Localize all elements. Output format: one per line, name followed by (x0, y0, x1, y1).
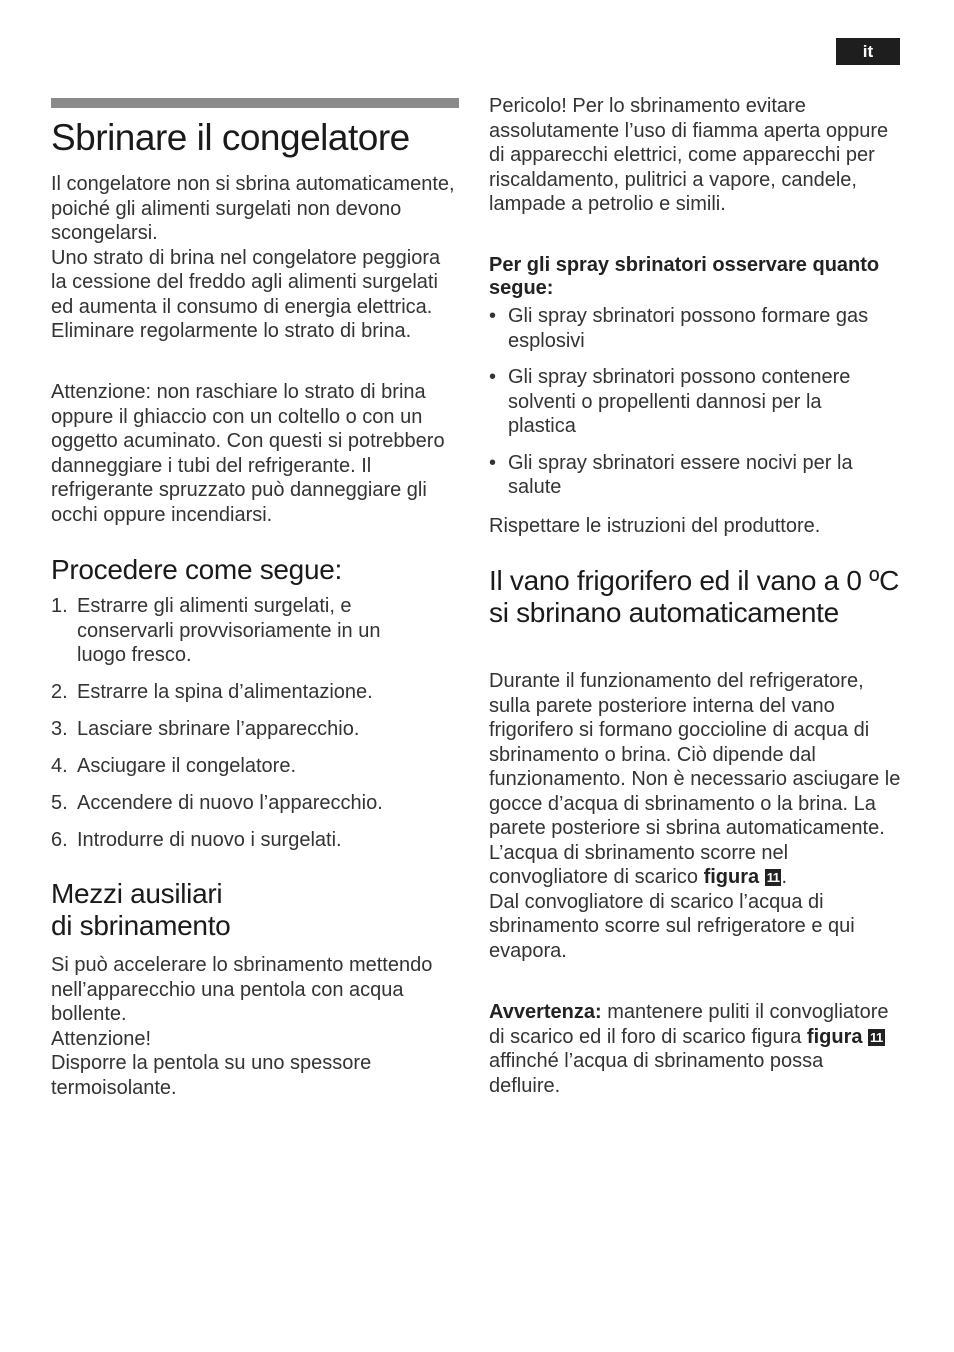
bullet-icon: • (489, 451, 497, 474)
drain-text-end: . (781, 866, 787, 888)
auto-defrost-section (489, 565, 899, 628)
aids-heading (51, 878, 461, 942)
step-number: 4. (51, 755, 68, 777)
danger-paragraph: Pericolo! Per lo sbrinamento evitare assolutamente l’uso di fiamma aperta oppure di apparecchi elettrici, come apparecchi per riscaldamento, pulitrici a vapore, candele, lampade a petrolio e simili. (489, 95, 889, 215)
auto-defrost-paragraph-3: Dal convogliatore di scarico l’acqua di sbrinamento scorre sul refrigeratore e qui evapora. (489, 890, 855, 962)
intro-paragraph-2: Uno strato di brina nel congelatore peggiora la cessione del freddo agli alimenti surgelati ed aumenta il consumo di energia elettrica. (51, 246, 441, 318)
spray-bullet-item (489, 304, 889, 353)
aids-text (51, 953, 451, 1100)
spray-heading: Per gli spray sbrinatori osservare quanto segue: (489, 254, 880, 299)
auto-defrost-text (489, 669, 901, 963)
step-text: Asciugare il congelatore. (77, 755, 297, 777)
bullet-text: Gli spray sbrinatori essere nocivi per la salute (508, 451, 853, 498)
bullet-text: Gli spray sbrinatori possono contenere solventi o propellenti dannosi per la plastica (508, 366, 851, 437)
auto-defrost-paragraph-1: Durante il funzionamento del refrigeratore, sulla parete posteriore interna del vano frigorifero si formano goccioline di acqua di sbrinamento o brina. Ciò dipende dal funzionamento. Non è necessario asciugare le gocce d’acqua di sbrinamento o la brina. La parete posteriore si sbrina automaticamente. (489, 670, 901, 839)
step-number: 3. (51, 718, 68, 740)
figure-reference-2[interactable]: figura (806, 1025, 863, 1048)
notice-label: Avvertenza: (489, 1001, 602, 1023)
procedure-step (51, 828, 411, 853)
bullet-text: Gli spray sbrinatori possono formare gas esplosivi (508, 305, 869, 352)
spray-bullets (489, 304, 889, 512)
page-title: Sbrinare il congelatore (51, 117, 410, 158)
figure-number-icon: 11 (766, 870, 780, 885)
step-text: Estrarre gli alimenti surgelati, e conservarli provvisoriamente in un luogo fresco. (77, 595, 381, 666)
step-number: 2. (51, 681, 68, 703)
procedure-step (51, 791, 411, 816)
intro-paragraph-1: Il congelatore non si sbrina automaticamente, poiché gli alimenti surgelati non devono scongelarsi. (51, 173, 455, 244)
section-rule (51, 98, 459, 108)
drain-text: L’acqua di sbrinamento scorre nel convogliatore di scarico (489, 841, 789, 888)
step-text: Introdurre di nuovo i surgelati. (77, 829, 342, 851)
aids-heading-line-1: Mezzi ausiliari (51, 878, 223, 909)
notice-text-end: affinché l’acqua di sbrinamento possa defluire. (489, 1050, 824, 1097)
notice-paragraph (489, 1000, 889, 1098)
aids-section (51, 878, 461, 942)
bullet-icon: • (489, 305, 497, 327)
figure-reference[interactable]: figura (703, 866, 760, 888)
spray-section (489, 254, 889, 300)
procedure-step (51, 680, 411, 705)
bullet-icon: • (489, 366, 497, 388)
step-number: 1. (51, 595, 68, 617)
step-number: 5. (51, 792, 68, 814)
procedure-steps (51, 594, 411, 865)
aids-line-2: Attenzione! (51, 1027, 152, 1050)
aids-line-1: Si può accelerare lo sbrinamento mettendo nell’apparecchio una pentola con acqua bollente. (51, 954, 433, 1025)
auto-defrost-heading: Il vano frigorifero ed il vano a 0 ºC si sbrinano automaticamente (489, 565, 900, 628)
aids-line-3: Disporre la pentola su uno spessore termoisolante. (51, 1052, 372, 1099)
step-text: Accendere di nuovo l’apparecchio. (77, 792, 383, 814)
step-text: Lasciare sbrinare l’apparecchio. (77, 718, 360, 740)
steps-list (51, 594, 411, 853)
figure-number-icon-2: 11 (870, 1029, 883, 1045)
danger-text (489, 94, 889, 217)
notice-section (489, 1000, 889, 1098)
manufacturer-note-text: Rispettare le istruzioni del produttore. (489, 515, 821, 537)
manufacturer-note (489, 514, 889, 539)
spray-bullet-item (489, 451, 889, 500)
bullet-list (489, 304, 889, 500)
procedure-heading: Procedere come segue: (51, 554, 342, 585)
procedure-section (51, 554, 461, 586)
auto-defrost-paragraph-2 (489, 841, 901, 890)
aids-heading-line-2: di sbrinamento (51, 910, 231, 941)
language-tab: it (836, 38, 900, 65)
warning-text (51, 380, 467, 527)
procedure-step (51, 754, 411, 779)
notice-text: mantenere puliti il convogliatore di scarico ed il foro di scarico figura (489, 1001, 889, 1048)
warning-paragraph: Attenzione: non raschiare lo strato di brina oppure il ghiaccio con un coltello o con un oggetto acuminato. Con questi si potrebbero danneggiare i tubi del refrigerante. Il refrigerante spruzzato può danneggiare gli occhi oppure incendiarsi. (51, 381, 445, 526)
intro-paragraph-3: Eliminare regolarmente lo strato di brina. (51, 320, 412, 342)
step-number: 6. (51, 829, 68, 851)
procedure-step (51, 717, 411, 742)
intro-text (51, 172, 461, 344)
step-text: Estrarre la spina d’alimentazione. (77, 681, 373, 703)
spray-bullet-item (489, 365, 889, 439)
procedure-step (51, 594, 411, 668)
